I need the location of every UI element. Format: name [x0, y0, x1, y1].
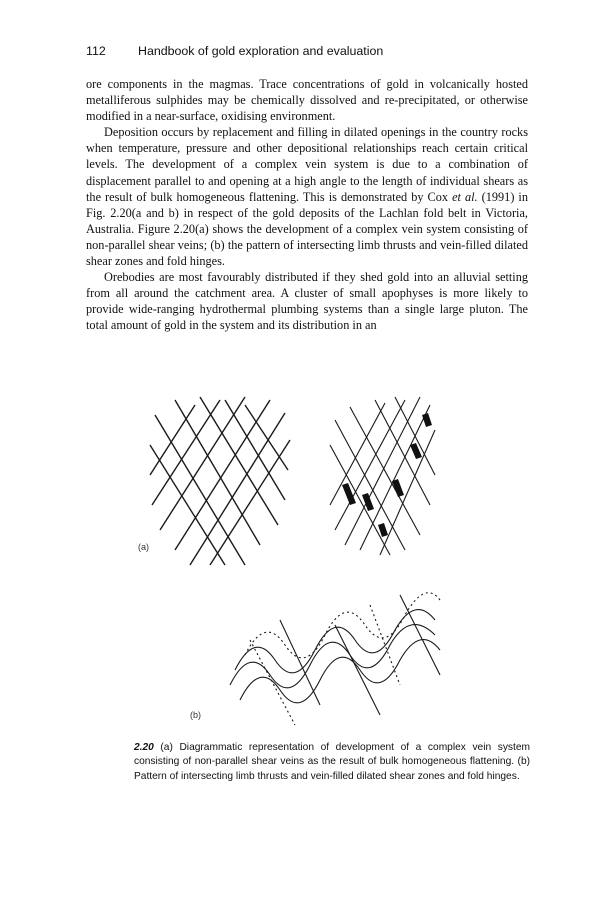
et-al-italic: et al.: [452, 189, 478, 204]
figure-label-a: (a): [138, 542, 149, 552]
running-title: Handbook of gold exploration and evaluation: [138, 44, 384, 58]
panel-b-folds: [230, 593, 440, 725]
paragraph-3: Orebodies are most favourably distributed if they shed gold into an alluvial setting from all around the catchment area. A cluster of small apophyses is more likely to provide wide-ranging hydrothermal plumbing systems than a single large pluton. The total amount of gold in the system and its distribution in an: [86, 270, 528, 333]
figure-caption: [134, 741, 530, 784]
paragraph-1: ore components in the magmas. Trace concentrations of gold in volcanically hosted metalliferous sulphides may be chemically dissolved and re-precipitated, or otherwise modified in a near-surface, oxidising environment.: [86, 77, 528, 124]
caption-text: (a) Diagrammatic representation of development of a complex vein system consisting of non-parallel shear veins as the result of bulk homogeneous flattening. (b) Pattern of intersecting limb thrusts and vein-filled dilated shear zones and fold hinges.: [134, 742, 530, 782]
paragraph-2-part-a: Deposition occurs by replacement and filling in dilated openings in the country rocks when temperature, pressure and other depositional relationships reach certain critical levels. The development of a complex vein system is due to a combination of displacement parallel to and opening at a high angle to the length of individual shears as the result of bulk homogeneous flattening. This is demonstrated by Cox: [86, 125, 528, 204]
figure-2-20: [130, 385, 470, 740]
body-text: [86, 76, 528, 334]
caption-figure-number: 2.20: [134, 742, 154, 753]
running-header: [86, 44, 526, 58]
panel-a-regular-lattice: [150, 397, 290, 565]
figure-label-b: (b): [190, 710, 201, 720]
paragraph-2-part-b: (1991) in Fig. 2.20(a and b) in respect of the gold deposits of the Lachlan fold belt in Victoria, Australia. Figure 2.20(a) shows the development of a complex vein system consisting of non-parallel shear veins; (b) the pattern of intersecting limb thrusts and vein-filled dilated shear zones and fold hinges.: [86, 189, 528, 269]
figure-drawing: [130, 385, 470, 740]
paragraph-2: [86, 124, 528, 269]
page-number: 112: [86, 44, 106, 58]
